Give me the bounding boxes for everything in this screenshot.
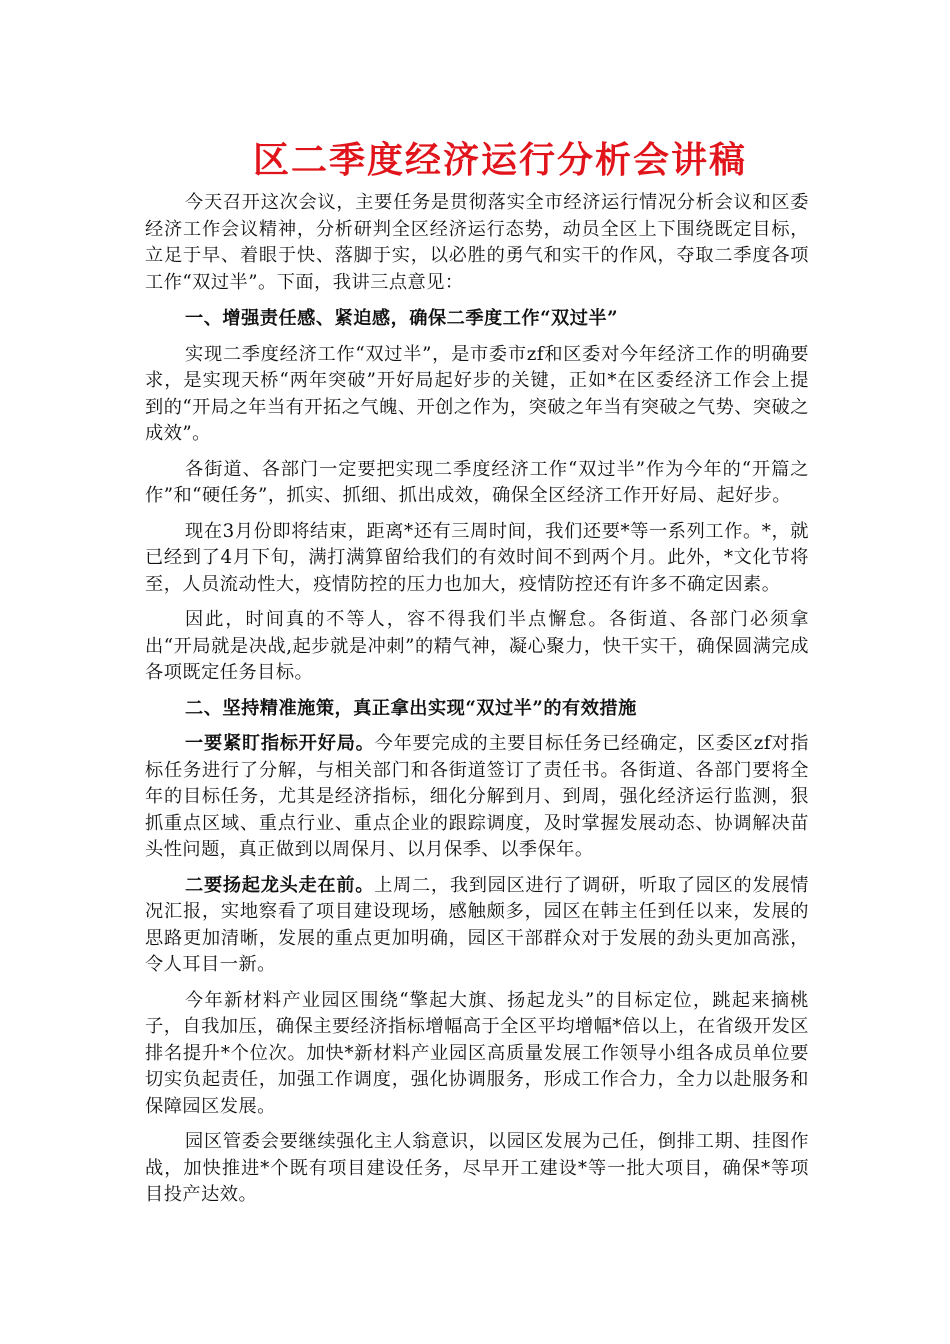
- document-body: [145, 190, 809, 1209]
- paragraph-leading: [145, 873, 809, 979]
- paragraph-no-slack: 因此，时间真的不等人，容不得我们半点懈怠。各街道、各部门必须拿出“开局就是决战,起步就是冲刺”的精气神，凝心聚力，快干实干，确保圆满完成各项既定任务目标。: [145, 609, 809, 683]
- lead-indicators: 一要紧盯指标开好局。: [185, 733, 375, 754]
- section-heading-1: 一、增强责任感、紧迫感，确保二季度工作“双过半”: [185, 308, 619, 329]
- paragraph-industrial-park: 今年新材料产业园区围绕“擎起大旗、扬起龙头”的目标定位，跳起来摘桃子，自我加压，确保主要经济指标增幅高于全区平均增幅*倍以上，在省级开发区排名提升*个位次。加快*新材料产业园区高质量发展工作领导小组各成员单位要切实负起责任，加强工作调度，强化协调服务，形成工作合力，全力以赴服务和保障园区发展。: [145, 989, 809, 1117]
- document-title: 区二季度经济运行分析会讲稿: [252, 139, 747, 181]
- intro-paragraph: 今天召开这次会议，主要任务是贯彻落实全市经济运行情况分析会议和区委经济工作会议精神，分析研判全区经济运行态势，动员全区上下围绕既定目标，立足于早、着眼于快、落脚于实，以必胜的勇气和实干的作风，夺取二季度各项工作“双过半”。下面，我讲三点意见：: [145, 192, 809, 293]
- paragraph-opening-task: 各街道、各部门一定要把实现二季度经济工作“双过半”作为今年的“开篇之作”和“硬任务”，抓实、抓细、抓出成效，确保全区经济工作开好局、起好步。: [145, 458, 809, 506]
- lead-leading: 二要扬起龙头走在前。: [185, 874, 375, 896]
- paragraph-double-half-requirement: 实现二季度经济工作“双过半”，是市委市zf和区委对今年经济工作的明确要求，是实现天桥“两年突破”开好局起好步的关键，正如*在区委经济工作会上提到的“开局之年当有开拓之气魄、开创之作为，突破之年当有突破之气势、突破之成效”。: [145, 343, 809, 444]
- text-leading: 上周二，我到园区进行了调研，听取了园区的发展情况汇报，实地察看了项目建设现场，感触颇多，园区在韩主任到任以来，发展的思路更加清晰，发展的重点更加明确，园区干部群众对于发展的劲头更加高涨，令人耳目一新。: [145, 874, 809, 975]
- section-heading-2: 二、坚持精准施策，真正拿出实现“双过半”的有效措施: [185, 697, 637, 719]
- paragraph-time-pressure: 现在3月份即将结束，距离*还有三周时间，我们还要*等一系列工作。*，就已经到了4月下旬，满打满算留给我们的有效时间不到两个月。此外，*文化节将至，人员流动性大，疫情防控的压力也加大，疫情防控还有许多不确定因素。: [145, 520, 809, 595]
- paragraph-park-committee: 园区管委会要继续强化主人翁意识，以园区发展为己任，倒排工期、挂图作战，加快推进*个既有项目建设任务，尽早开工建设*等一批大项目，确保*等项目投产达效。: [145, 1131, 809, 1205]
- text-indicators: 今年要完成的主要目标任务已经确定，区委区zf对指标任务进行了分解，与相关部门和各街道签订了责任书。各街道、各部门要将全年的目标任务，尤其是经济指标，细化分解到月、到周，强化经济运行监测，狠抓重点区域、重点行业、重点企业的跟踪调度，及时掌握发展动态、协调解决苗头性问题，真正做到以周保月、以月保季、以季保年。: [145, 733, 809, 860]
- paragraph-indicators: [145, 731, 809, 864]
